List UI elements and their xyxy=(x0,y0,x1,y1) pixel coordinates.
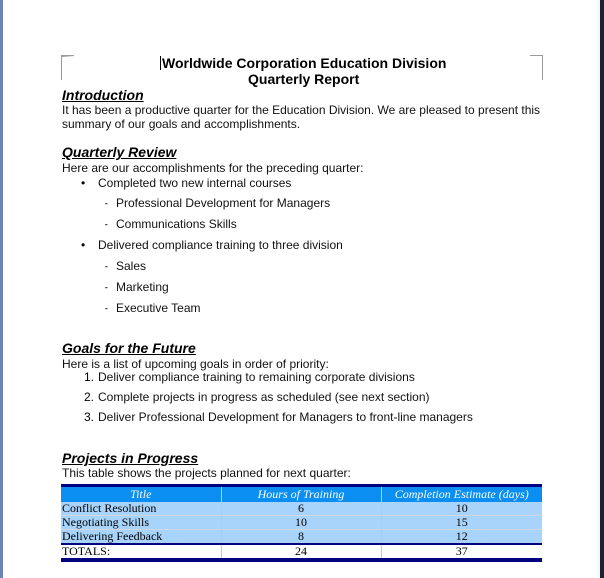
sub-list-item: Marketing xyxy=(116,280,169,294)
sub-list-item: Professional Development for Managers xyxy=(116,196,331,210)
header-title: Title xyxy=(61,486,221,503)
list-item: Delivered compliance training to three division xyxy=(98,238,343,252)
review-intro: Here are our accomplishments for the preceding quarter: xyxy=(62,161,364,175)
table-row xyxy=(61,530,542,545)
cell-hours: 8 xyxy=(221,530,381,545)
sub-bullet-icon: ⁃ xyxy=(104,262,109,272)
table-totals-row xyxy=(61,544,542,560)
cell-days: 10 xyxy=(381,502,542,516)
cell-title: Conflict Resolution xyxy=(61,502,221,516)
goal-item: Deliver Professional Development for Managers to front-line managers xyxy=(98,410,473,424)
sub-bullet-icon: ⁃ xyxy=(104,304,109,314)
cell-hours: 10 xyxy=(221,516,381,530)
projects-table xyxy=(61,484,542,562)
bullet-icon: • xyxy=(81,176,86,190)
sub-list-item: Sales xyxy=(116,259,147,273)
cell-title: Negotiating Skills xyxy=(61,516,221,530)
sub-bullet-icon: ⁃ xyxy=(104,220,109,230)
sub-list-item: Executive Team xyxy=(116,301,201,315)
sub-bullet-icon: ⁃ xyxy=(104,199,109,209)
list-item: Completed two new internal courses xyxy=(98,176,292,190)
heading-goals: Goals for the Future xyxy=(62,340,196,356)
heading-introduction: Introduction xyxy=(62,87,144,103)
document-title[interactable] xyxy=(160,55,446,71)
totals-label: TOTALS: xyxy=(61,544,221,560)
text-cursor xyxy=(160,56,161,70)
table-row xyxy=(61,502,542,516)
heading-quarterly-review: Quarterly Review xyxy=(62,144,177,160)
intro-text-line-2: summary of our goals and accomplishments. xyxy=(62,117,301,131)
projects-intro: This table shows the projects planned for next quarter: xyxy=(62,466,351,480)
margin-corner-top-left xyxy=(61,55,74,80)
goals-intro: Here is a list of upcoming goals in order of priority: xyxy=(62,357,329,371)
sub-list-item: Communications Skills xyxy=(116,217,237,231)
cell-hours: 6 xyxy=(221,502,381,516)
totals-days: 37 xyxy=(381,544,542,560)
table-header-row xyxy=(61,486,542,503)
list-number: 2. xyxy=(83,390,94,404)
cell-days: 15 xyxy=(381,516,542,530)
totals-hours: 24 xyxy=(221,544,381,560)
margin-corner-top-right xyxy=(530,55,543,80)
bullet-icon: • xyxy=(81,238,86,252)
table-row xyxy=(61,516,542,530)
intro-text-line-1: It has been a productive quarter for the Education Division. We are pleased to present this xyxy=(62,103,541,117)
cell-title: Delivering Feedback xyxy=(61,530,221,545)
list-number: 1. xyxy=(83,370,94,384)
list-number: 3. xyxy=(83,410,94,424)
header-hours: Hours of Training xyxy=(221,486,381,503)
window-right-border xyxy=(600,0,604,578)
heading-projects: Projects in Progress xyxy=(62,450,199,466)
cell-days: 12 xyxy=(381,530,542,545)
goal-item: Deliver compliance training to remaining corporate divisions xyxy=(98,370,415,384)
title-line-1: Worldwide Corporation Education Division xyxy=(162,55,447,71)
window-left-border xyxy=(0,0,3,578)
sub-bullet-icon: ⁃ xyxy=(104,283,109,293)
document-subtitle: Quarterly Report xyxy=(248,71,360,87)
goal-item: Complete projects in progress as scheduled (see next section) xyxy=(98,390,430,404)
header-completion: Completion Estimate (days) xyxy=(381,486,542,503)
